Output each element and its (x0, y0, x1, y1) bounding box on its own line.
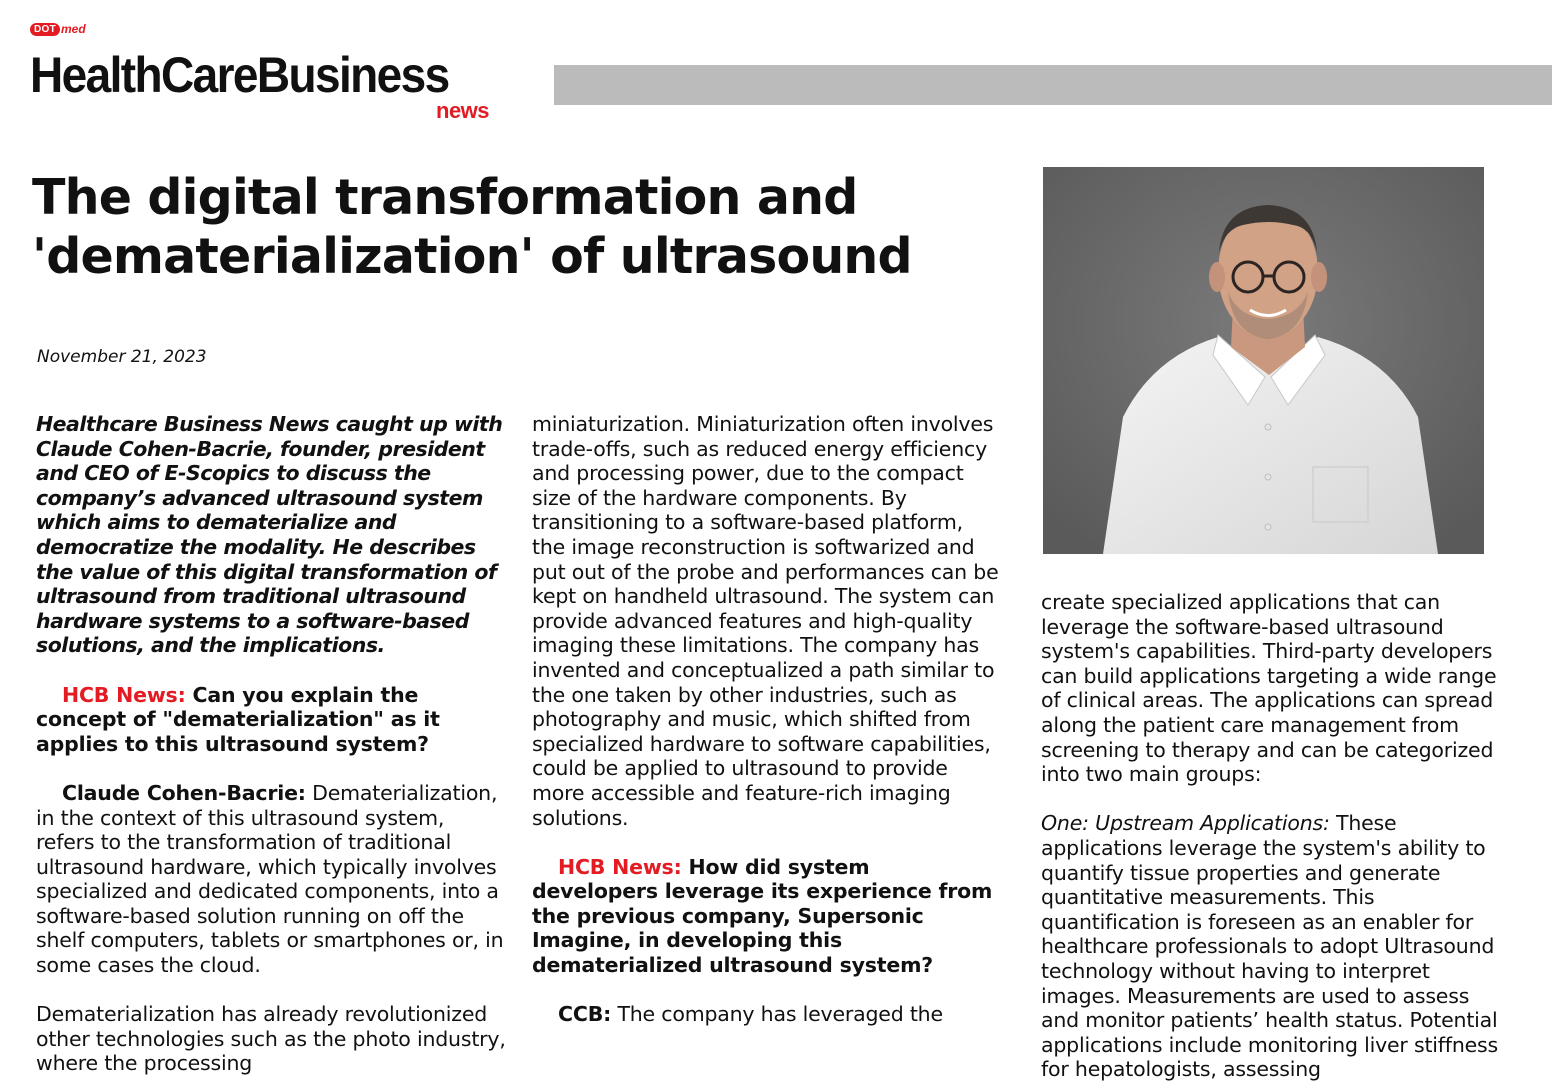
answer-text: The company has leveraged the (611, 1002, 943, 1027)
answer-speaker: Claude Cohen-Bacrie: (62, 780, 306, 805)
question-1 (36, 683, 506, 757)
site-logo[interactable] (30, 22, 510, 122)
section-lead: One: Upstream Applications: (1041, 811, 1330, 836)
article-paragraph (1041, 811, 1511, 1082)
portrait-image (1043, 167, 1484, 554)
answer-text: Dematerialization, in the context of this ultrasound system, refers to the transformation of traditional ultrasound hardware, which typically involves specialized and dedicated components, into a software-based solution running on off the shelf computers, tablets or smartphones or, in some cases the cloud. (36, 780, 504, 978)
article-column-3 (1041, 590, 1511, 1082)
dotmed-badge (30, 22, 86, 36)
section-text: These applications leverage the system's ability to quantify tissue properties and generate quantitative measurements. This quantification is foreseen as an enabler for healthcare professionals to adopt Ultrasound technology without having to interpret images. Measurements are used to assess and monitor patients’ health status. Potential applications include monitoring liver stiffness for hepatologists, assessing (1041, 811, 1498, 1082)
article-paragraph: miniaturization. Miniaturization often involves trade-offs, such as reduced energy efficiency and processing power, due to the compact size of the hardware components. By transitioning to a software-based platform, the image reconstruction is softwarized and put out of the probe and performances can be kept on handheld ultrasound. The system can provide advanced features and high-quality imaging these limitations. The company has invented and conceptualized a path similar to the one taken by other industries, such as photography and music, which shifted from specialized hardware to software capabilities, could be applied to ultrasound to provide more accessible and feature-rich imaging solutions. (532, 412, 999, 830)
brand-name: HealthCareBusiness (30, 46, 449, 103)
answer-speaker: CCB: (558, 1002, 612, 1027)
question-text: How did system developers leverage its experience from the previous company, Supersonic Imagine, in developing this dematerialized ultrasound system? (532, 854, 993, 978)
dotmed-text: med (61, 22, 86, 36)
article-title: The digital transformation and 'dematerialization' of ultrasound (32, 169, 912, 285)
question-tag: HCB News: (558, 854, 682, 879)
dotmed-pill: DOT (30, 23, 60, 36)
answer-2 (532, 1002, 1002, 1027)
article-paragraph: create specialized applications that can leverage the software-based ultrasound system's capabilities. Third-party developers can build applications targeting a wide range of clinical areas. The applications can spread along the patient care management from screening to therapy and can be categorized into two main groups: (1041, 590, 1497, 787)
brand-news: news (436, 98, 490, 123)
article-intro: Healthcare Business News caught up with Claude Cohen-Bacrie, founder, president and CEO of E-Scopics to discuss the company’s advanced ultrasound system which aims to dematerialize and democratize the modality. He describes the value of this digital transformation of ultrasound from traditional ultrasound hardware systems to a software-based solutions, and the implications. (36, 412, 503, 658)
article-column-2 (532, 412, 1002, 1027)
interviewee-photo (1043, 167, 1484, 554)
question-text: Can you explain the concept of "dematerialization" as it applies to this ultrasound system? (36, 682, 440, 756)
article-column-1 (36, 412, 506, 1076)
question-2 (532, 855, 1002, 978)
article-date: November 21, 2023 (37, 347, 207, 367)
question-tag: HCB News: (62, 682, 186, 707)
header-bar (554, 65, 1552, 105)
article-paragraph: Dematerialization has already revolutionized other technologies such as the photo industry, where the processing (36, 1002, 506, 1076)
answer-1 (36, 781, 506, 978)
